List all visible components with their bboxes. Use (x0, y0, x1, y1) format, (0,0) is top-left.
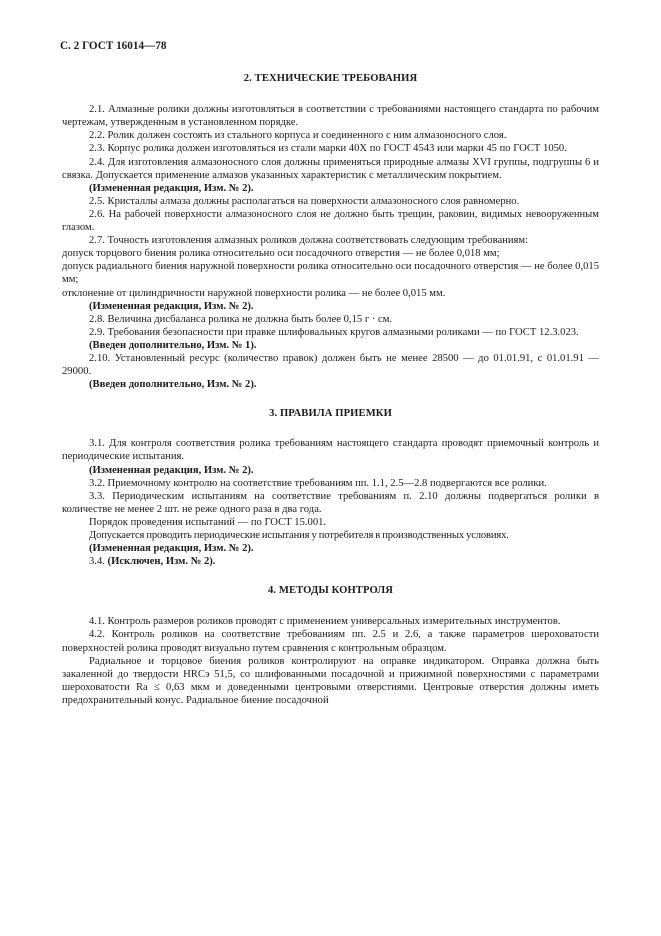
section-4-title: 4. МЕТОДЫ КОНТРОЛЯ (267, 585, 394, 597)
paragraph-3-2: 3.2. Приемочному контролю на соответствие требованиям пп. 1.1, 2.5—2.8 подвергаются все ролики. (89, 477, 547, 489)
amendment-note: (Измененная редакция, Изм. № 2). (89, 182, 254, 194)
section-2-title: 2. ТЕХНИЧЕСКИЕ ТРЕБОВАНИЯ (243, 73, 418, 85)
paragraph-2-3: 2.3. Корпус ролика должен изготовляться из стали марки 40Х по ГОСТ 4543 или марки 45 по ГОСТ 1050. (89, 143, 567, 155)
amendment-note: (Измененная редакция, Изм. № 2). (89, 543, 254, 555)
excluded-note: (Исключен, Изм. № 2). (107, 556, 216, 568)
paragraph-2-2: 2.2. Ролик должен состоять из стального корпуса и соединенного с ним алмазоносного слоя. (89, 130, 507, 142)
amendment-note: (Введен дополнительно, Изм. № 1). (89, 339, 257, 351)
paragraph-3-4 (62, 555, 599, 568)
paragraph-3-1: 3.1. Для контроля соответствия ролика требованиям настоящего стандарта проводят приемочный контроль и периодические испытания. (62, 438, 599, 463)
paragraph-2-9: 2.9. Требования безопасности при правке шлифовальных кругов алмазными роликами — по ГОСТ 12.3.023. (89, 326, 579, 338)
running-header: С. 2 ГОСТ 16014—78 (60, 40, 167, 52)
amendment-note: (Измененная редакция, Изм. № 2). (89, 300, 254, 312)
tolerance-item: отклонение от цилиндричности наружной поверхности ролика — не более 0,015 мм. (62, 287, 446, 299)
paragraph-2-1: 2.1. Алмазные ролики должны изготовляться в соответствии с требованиями настоящего стандарта по рабочим чертежам, утвержденным в установленном порядке. (62, 104, 599, 129)
paragraph-3-3: 3.3. Периодическим испытаниям на соответствие требованиям п. 2.10 должны подвергаться ролики в количестве не менее 2 шт. не реже одного раза в два года. (62, 490, 599, 515)
paragraph-2-10: 2.10. Установленный ресурс (количество правок) должен быть не менее 28500 — до 01.01.91, с 01.01.91 — 29000. (62, 352, 599, 378)
paragraph-2-7: 2.7. Точность изготовления алмазных роликов должна соответствовать следующим требованиям: (89, 235, 529, 247)
paragraph-4-2: 4.2. Контроль роликов на соответствие требованиям пп. 2.5 и 2.6, а также параметров шероховатости поверхностей ролика проводят визуально путем сравнения с контрольным образцом. (62, 629, 599, 654)
section-3-title: 3. ПРАВИЛА ПРИЕМКИ (269, 408, 392, 420)
paragraph-4-1: 4.1. Контроль размеров роликов проводят с применением универсальных измерительных инструментов. (89, 616, 561, 628)
amendment-note: (Измененная редакция, Изм. № 2). (89, 464, 254, 476)
paragraph-2-4: 2.4. Для изготовления алмазоносного слоя должны применяться природные алмазы XVI группы, подгруппы 6 и связка. Допускается применение алмазов указанных характеристик с металлическим покрытием. (62, 156, 599, 181)
paragraph-2-6: 2.6. На рабочей поверхности алмазоносного слоя не должно быть трещин, раковин, видимых невооруженным глазом. (62, 208, 599, 234)
tolerance-item: допуск торцового биения ролика относительно оси посадочного отверстия — не более 0,018 мм; (62, 248, 500, 260)
amendment-note: (Введен дополнительно, Изм. № 2). (89, 379, 257, 391)
paragraph-test-procedure: Порядок проведения испытаний — по ГОСТ 15.001. (89, 516, 327, 528)
paragraph-2-8: 2.8. Величина дисбаланса ролика не должна быть более 0,15 г · см. (89, 313, 393, 325)
paragraph-2-5: 2.5. Кристаллы алмаза должны располагаться на поверхности алмазоносного слоя равномерно. (89, 195, 520, 207)
document-page (62, 40, 599, 707)
paragraph-runout-control: Радиальное и торцовое биения роликов контролируют на оправке индикатором. Оправка должна быть закаленной до твердости HRCэ 51,5, со шлифованными посадочной и прижимной поверхностями с параметрами шероховатости Ra ≤ 0,63 мкм и доведенными центровыми отверстиями. Центровые отверстия должны иметь предохранительный конус. Радиальное биение посадочной (62, 655, 599, 706)
paragraph-periodic-tests: Допускается проводить периодические испытания у потребителя в производственных условиях. (89, 530, 509, 541)
tolerance-item: допуск радиального биения наружной поверхности ролика относительно оси посадочного отверстия — не более 0,015 мм; (62, 261, 599, 286)
clause-number: 3.4. (89, 556, 105, 568)
